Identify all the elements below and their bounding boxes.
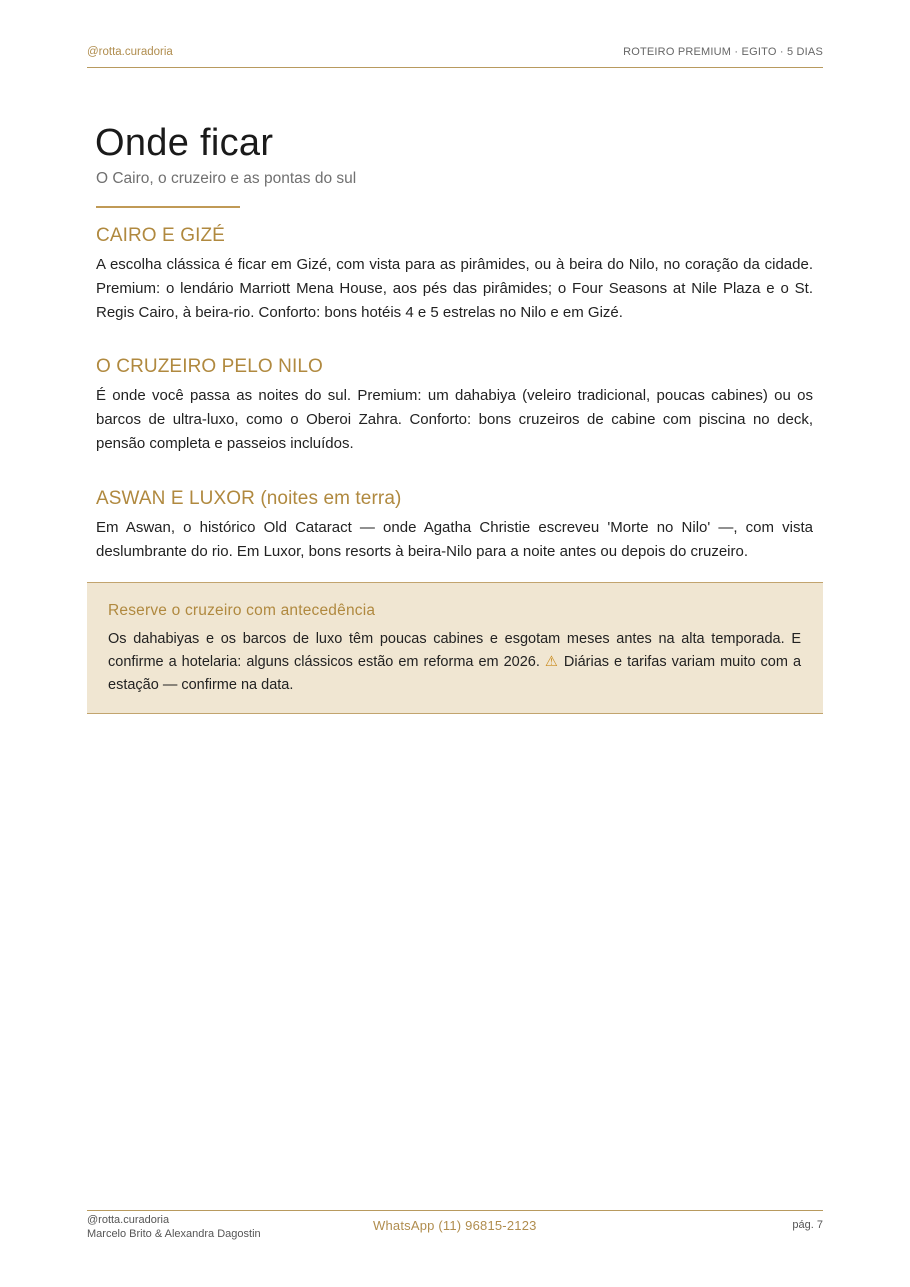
page-title: Onde ficar: [95, 122, 274, 164]
section-heading-cruzeiro: O CRUZEIRO PELO NILO: [96, 356, 323, 377]
section-heading-cairo: CAIRO E GIZÉ: [96, 225, 225, 246]
callout-body-part-2: Diárias e tarifas variam muito com a estação — confirme na data.: [108, 654, 802, 693]
callout-body: [108, 628, 801, 697]
section-body-cruzeiro: É onde você passa as noites do sul. Premium: um dahabiya (veleiro tradicional, poucas cabines) ou os barcos de ultra-luxo, como o Oberoi Zahra. Conforto: bons cruzeiros de cabine com piscina no deck, pensão completa e passeios incluídos.: [96, 387, 813, 452]
header-doc-label: ROTEIRO PREMIUM · EGITO · 5 DIAS: [623, 46, 823, 58]
title-divider: [96, 206, 240, 208]
section-heading-aswan-luxor: ASWAN E LUXOR (noites em terra): [96, 488, 402, 509]
header-brand: @rotta.curadoria: [87, 46, 173, 58]
footer-page-number: pág. 7: [792, 1219, 823, 1231]
warning-icon: ⚠: [544, 654, 559, 670]
callout-title: Reserve o cruzeiro com antecedência: [108, 602, 376, 619]
callout-box: [87, 582, 823, 714]
section-body-aswan-luxor: Em Aswan, o histórico Old Cataract — onde Agatha Christie escreveu 'Morte no Nilo' —, com vista deslumbrante do rio. Em Luxor, bons resorts à beira-Nilo para a noite antes ou depois do cruzeiro.: [96, 519, 813, 560]
footer-whatsapp-contact[interactable]: WhatsApp (11) 96815-2123: [373, 1218, 537, 1233]
footer-brand: @rotta.curadoria: [87, 1214, 170, 1226]
footer-authors: Marcelo Brito & Alexandra Dagostin: [87, 1228, 261, 1240]
page-header: [87, 46, 823, 68]
section-body-cairo: A escolha clássica é ficar em Gizé, com vista para as pirâmides, ou à beira do Nilo, no coração da cidade. Premium: o lendário Marriott Mena House, aos pés das pirâmides; o Four Seasons at Nile Plaza e o St. Regis Cairo, à beira-rio. Conforto: bons hotéis 4 e 5 estrelas no Nilo e em Gizé.: [96, 256, 813, 321]
page-subtitle: O Cairo, o cruzeiro e as pontas do sul: [96, 170, 357, 187]
page-footer: [87, 1210, 823, 1251]
callout-body-part-1: Os dahabiyas e os barcos de luxo têm poucas cabines e esgotam meses antes na alta temporada. E confirme a hotelaria: alguns clássicos estão em reforma em 2026.: [108, 631, 801, 670]
